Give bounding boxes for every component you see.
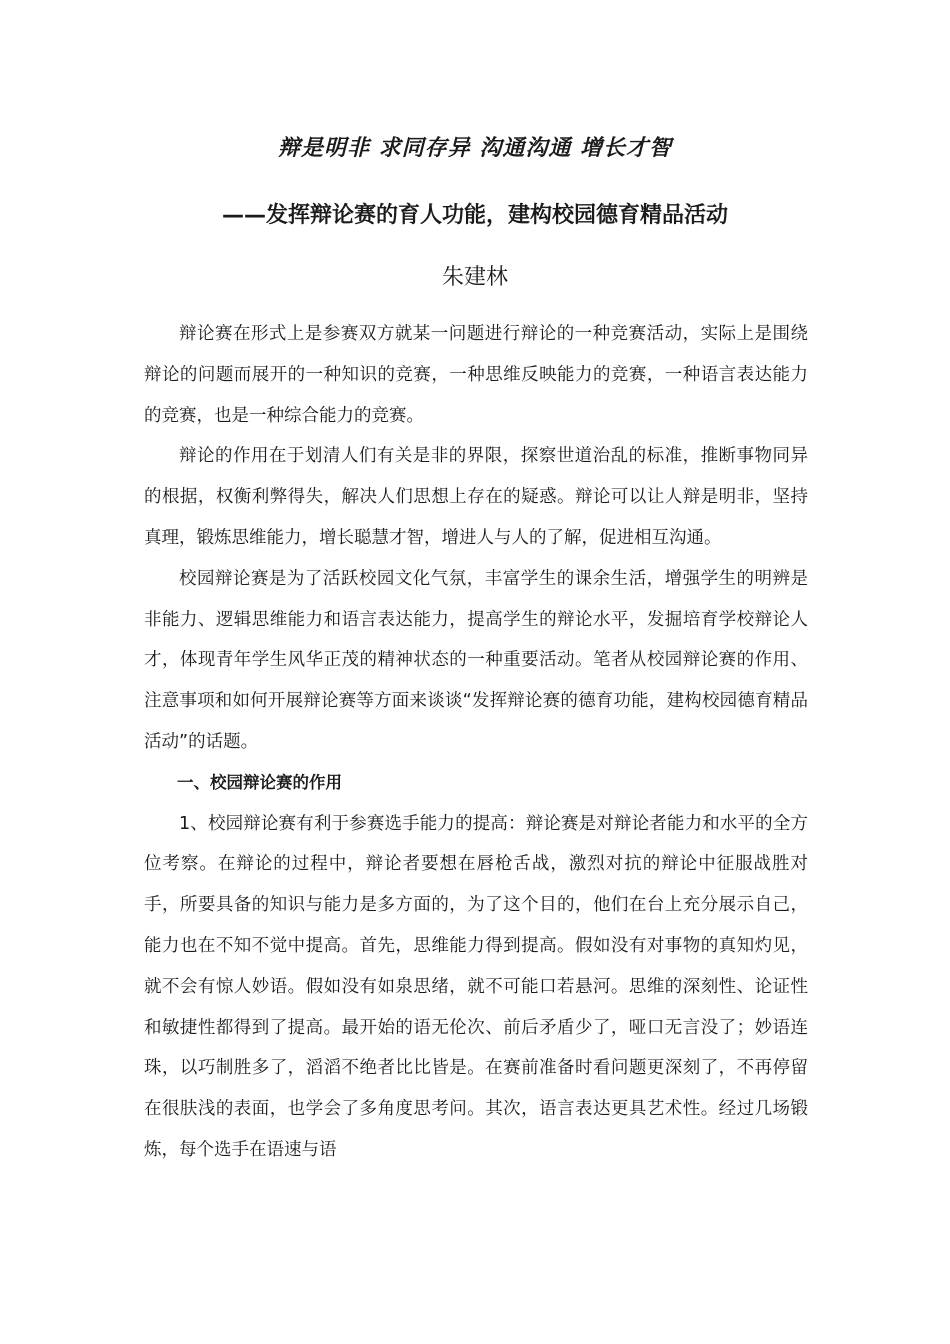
paragraph: 辩论赛在形式上是参赛双方就某一问题进行辩论的一种竞赛活动，实际上是围绕辩论的问题而展开的一种知识的竞赛，一种思维反映能力的竞赛，一种语言表达能力的竞赛，也是一种综合能力的竞赛。 — [144, 324, 808, 426]
document-body — [144, 314, 808, 1171]
section-heading: 一、校园辩论赛的作用 — [177, 772, 342, 792]
document-subtitle: ——发挥辩论赛的育人功能，建构校园德育精品活动 — [221, 203, 728, 228]
document-title: 辩是明非 求同存异 沟通沟通 增长才智 — [278, 136, 672, 161]
paragraph: 辩论的作用在于划清人们有关是非的界限，探察世道治乱的标准，推断事物同异的根据，权衡利弊得失，解决人们思想上存在的疑惑。辩论可以让人辩是明非，坚持真理，锻炼思维能力，增长聪慧才智，增进人与人的了解，促进相互沟通。 — [144, 446, 808, 548]
paragraph: 1、校园辩论赛有利于参赛选手能力的提高：辩论赛是对辩论者能力和水平的全方位考察。在辩论的过程中，辩论者要想在唇枪舌战，激烈对抗的辩论中征服战胜对手，所要具备的知识与能力是多方面的，为了这个目的，他们在台上充分展示自己，能力也在不知不觉中提高。首先，思维能力得到提高。假如没有对事物的真知灼见，就不会有惊人妙语。假如没有如泉思绪，就不可能口若悬河。思维的深刻性、论证性和敏捷性都得到了提高。最开始的语无伦次、前后矛盾少了，哑口无言没了；妙语连珠，以巧制胜多了，滔滔不绝者比比皆是。在赛前准备时看问题更深刻了，不再停留在很肤浅的表面，也学会了多角度思考问。其次，语言表达更具艺术性。经过几场锻炼，每个选手在语速与语 — [144, 813, 808, 1160]
paragraph: 校园辩论赛是为了活跃校园文化气氛，丰富学生的课余生活，增强学生的明辨是非能力、逻辑思维能力和语言表达能力，提高学生的辩论水平，发掘培育学校辩论人才，体现青年学生风华正茂的精神状态的一种重要活动。笔者从校园辩论赛的作用、注意事项和如何开展辩论赛等方面来谈谈“发挥辩论赛的德育功能，建构校园德育精品活动”的话题。 — [144, 568, 808, 752]
author-name: 朱建林 — [441, 265, 508, 290]
